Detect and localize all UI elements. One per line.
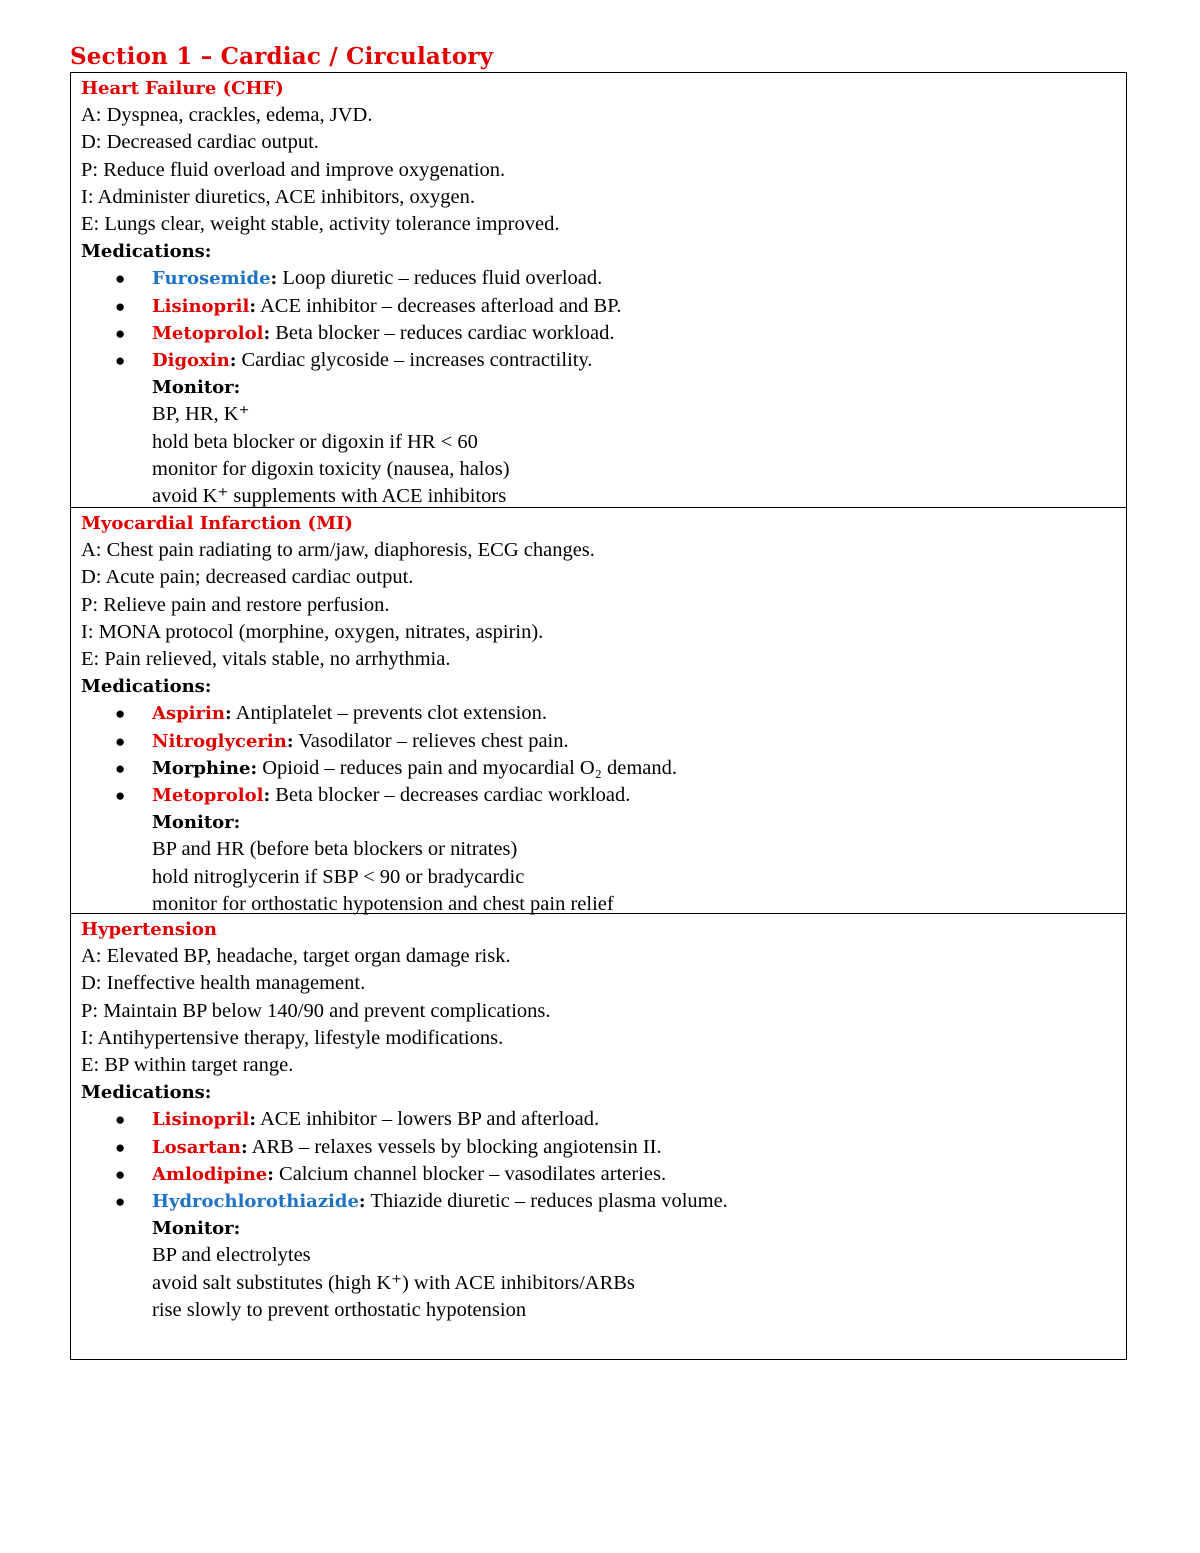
- condition-cell-hypertension: [71, 913, 1126, 1359]
- medication-list: [81, 700, 1126, 809]
- drug-description: Loop diuretic – reduces fluid overload.: [277, 267, 603, 290]
- drug-name: Digoxin: [152, 350, 230, 372]
- drug-name: Losartan: [152, 1136, 242, 1158]
- medications-label: Medications:: [81, 1082, 212, 1104]
- medication-item: [81, 1106, 1126, 1133]
- monitor-item: avoid K⁺ supplements with ACE inhibitors: [152, 485, 507, 508]
- drug-name: Metoprolol: [152, 322, 264, 344]
- monitor-label: Monitor:: [152, 1218, 241, 1240]
- monitor-label: Monitor:: [152, 812, 241, 834]
- evaluation-line: E: Lungs clear, weight stable, activity tolerance improved.: [81, 213, 560, 236]
- monitor-item: hold beta blocker or digoxin if HR < 60: [152, 430, 478, 453]
- planning-line: P: Maintain BP below 140/90 and prevent complications.: [81, 999, 551, 1022]
- drug-description: Opioid – reduces pain and myocardial O₂ demand.: [257, 756, 677, 779]
- drug-colon: :: [270, 268, 278, 290]
- drug-colon: :: [224, 703, 232, 725]
- drug-colon: :: [267, 1163, 274, 1185]
- condition-title: Heart Failure (CHF): [81, 78, 284, 99]
- conditions-table: [70, 72, 1127, 1360]
- bullet-icon: ●: [115, 1137, 126, 1157]
- medication-item: [81, 782, 1126, 809]
- drug-description: Vasodilator – relieves chest pain.: [293, 729, 569, 752]
- medications-label: Medications:: [81, 241, 212, 263]
- evaluation-line: E: Pain relieved, vitals stable, no arrhythmia.: [81, 648, 451, 671]
- condition-cell-myocardial-infarction: [71, 507, 1126, 913]
- medications-label: Medications:: [81, 676, 212, 698]
- medication-item: [81, 1161, 1126, 1188]
- medication-item: [81, 347, 1126, 374]
- drug-description: Antiplatelet – prevents clot extension.: [231, 702, 547, 725]
- bullet-icon: ●: [115, 296, 126, 316]
- drug-name: Metoprolol: [152, 785, 264, 807]
- bullet-icon: ●: [115, 704, 126, 724]
- intervention-line: I: Antihypertensive therapy, lifestyle modifications.: [81, 1026, 504, 1049]
- bullet-icon: ●: [115, 1164, 126, 1184]
- medication-list: [81, 1106, 1126, 1215]
- medication-item: [81, 700, 1126, 727]
- drug-name: Furosemide: [152, 268, 271, 290]
- bullet-icon: ●: [115, 758, 126, 778]
- evaluation-line: E: BP within target range.: [81, 1054, 294, 1077]
- diagnosis-line: D: Ineffective health management.: [81, 972, 366, 995]
- drug-name: Hydrochlorothiazide: [152, 1191, 359, 1213]
- drug-name: Nitroglycerin: [152, 730, 287, 752]
- medication-list: [81, 265, 1126, 374]
- drug-description: ACE inhibitor – decreases afterload and BP.: [255, 294, 622, 317]
- drug-colon: :: [241, 1136, 248, 1158]
- medication-item: [81, 293, 1126, 320]
- monitor-block: [81, 1215, 1126, 1324]
- diagnosis-line: D: Acute pain; decreased cardiac output.: [81, 566, 414, 589]
- condition-cell-heart-failure: [71, 73, 1126, 507]
- drug-description: Calcium channel blocker – vasodilates arteries.: [273, 1162, 667, 1185]
- drug-colon: :: [250, 757, 258, 779]
- assessment-line: A: Elevated BP, headache, target organ damage risk.: [81, 945, 511, 968]
- drug-colon: :: [263, 322, 271, 344]
- monitor-item: monitor for orthostatic hypotension and chest pain relief: [152, 892, 614, 915]
- drug-colon: :: [229, 350, 237, 372]
- drug-name: Lisinopril: [152, 295, 250, 317]
- medication-item: [81, 755, 1126, 782]
- bullet-icon: ●: [115, 1110, 126, 1130]
- drug-colon: :: [249, 1109, 256, 1131]
- drug-name: Morphine: [152, 757, 251, 779]
- drug-description: Beta blocker – reduces cardiac workload.: [270, 321, 615, 344]
- drug-name: Lisinopril: [152, 1109, 250, 1131]
- monitor-item: BP, HR, K⁺: [152, 403, 250, 426]
- medication-item: [81, 1134, 1126, 1161]
- medication-item: [81, 320, 1126, 347]
- monitor-label: Monitor:: [152, 377, 241, 399]
- drug-colon: :: [286, 730, 294, 752]
- monitor-item: monitor for digoxin toxicity (nausea, halos): [152, 457, 510, 480]
- monitor-item: hold nitroglycerin if SBP < 90 or bradycardic: [152, 865, 525, 888]
- diagnosis-line: D: Decreased cardiac output.: [81, 131, 319, 154]
- drug-colon: :: [358, 1191, 366, 1213]
- monitor-item: BP and HR (before beta blockers or nitrates): [152, 838, 518, 861]
- drug-description: ARB – relaxes vessels by blocking angiotensin II.: [247, 1135, 662, 1158]
- intervention-line: I: MONA protocol (morphine, oxygen, nitrates, aspirin).: [81, 620, 544, 643]
- drug-description: Thiazide diuretic – reduces plasma volume.: [365, 1190, 728, 1213]
- assessment-line: A: Dyspnea, crackles, edema, JVD.: [81, 104, 373, 127]
- drug-name: Aspirin: [152, 703, 225, 725]
- condition-title: Myocardial Infarction (MI): [81, 513, 353, 534]
- medication-item: [81, 265, 1126, 292]
- drug-description: Beta blocker – decreases cardiac workload.: [270, 784, 631, 807]
- drug-colon: :: [263, 785, 271, 807]
- monitor-item: avoid salt substitutes (high K⁺) with ACE inhibitors/ARBs: [152, 1271, 635, 1294]
- bullet-icon: ●: [115, 731, 126, 751]
- bullet-icon: ●: [115, 786, 126, 806]
- monitor-block: [81, 374, 1126, 510]
- drug-description: ACE inhibitor – lowers BP and afterload.: [255, 1108, 600, 1131]
- bullet-icon: ●: [115, 351, 126, 371]
- assessment-line: A: Chest pain radiating to arm/jaw, diaphoresis, ECG changes.: [81, 539, 595, 562]
- planning-line: P: Reduce fluid overload and improve oxygenation.: [81, 158, 506, 181]
- medication-item: [81, 728, 1126, 755]
- bullet-icon: ●: [115, 1192, 126, 1212]
- intervention-line: I: Administer diuretics, ACE inhibitors, oxygen.: [81, 185, 476, 208]
- medication-item: [81, 1188, 1126, 1215]
- drug-description: Cardiac glycoside – increases contractility.: [236, 349, 593, 372]
- planning-line: P: Relieve pain and restore perfusion.: [81, 593, 390, 616]
- drug-colon: :: [249, 295, 256, 317]
- drug-name: Amlodipine: [152, 1163, 268, 1185]
- monitor-block: [81, 809, 1126, 918]
- bullet-icon: ●: [115, 323, 126, 343]
- section-title: Section 1 – Cardiac / Circulatory: [70, 43, 494, 70]
- condition-title: Hypertension: [81, 919, 217, 940]
- bullet-icon: ●: [115, 269, 126, 289]
- monitor-item: BP and electrolytes: [152, 1244, 311, 1267]
- monitor-item: rise slowly to prevent orthostatic hypotension: [152, 1298, 527, 1321]
